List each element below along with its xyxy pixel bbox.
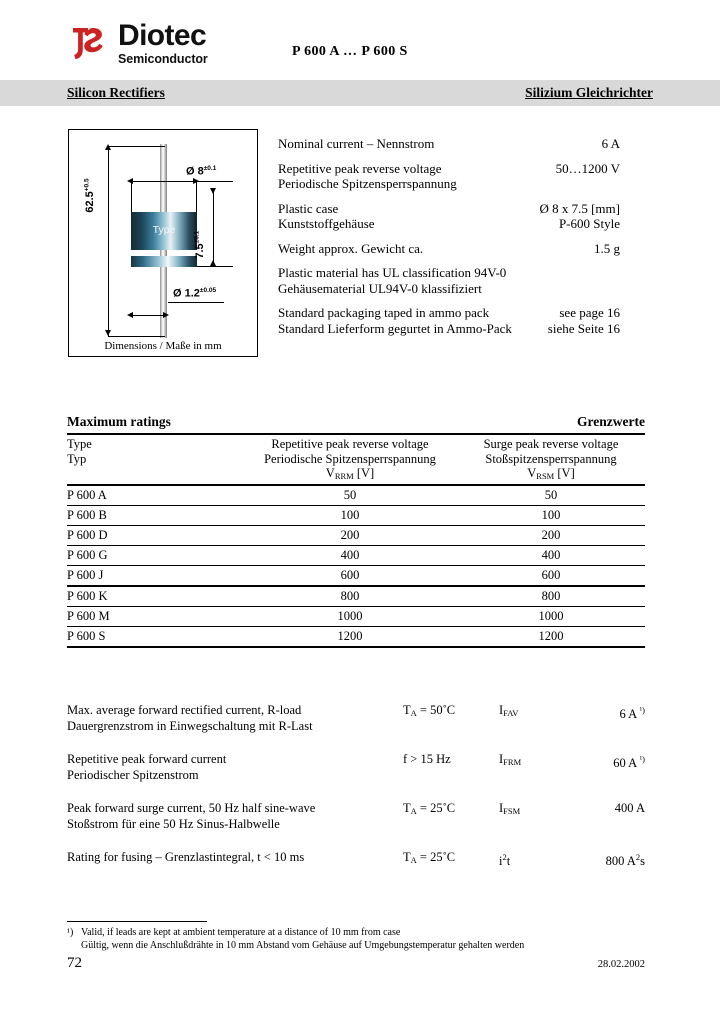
param-value: 800 $A^2s$ xyxy=(605,852,645,869)
table-header-vrrm xyxy=(243,437,457,482)
dim-diameter-label xyxy=(186,165,216,178)
spec-value: 6 A xyxy=(601,136,620,151)
param-row-repetitive-peak-current xyxy=(67,751,645,783)
table-row xyxy=(67,506,645,525)
ratings-title-row xyxy=(67,414,645,433)
param-desc-de: Stoßstrom für eine 50 Hz Sinus-Halbwelle xyxy=(67,817,280,831)
header-vrrm-en: Repetitive peak reverse voltage xyxy=(271,437,429,451)
table-header-row xyxy=(67,435,645,484)
spec-item-packaging xyxy=(278,305,620,336)
param-symbol: $I_{FSM}$ xyxy=(499,801,521,816)
lead-wire-top xyxy=(160,144,167,204)
param-row-forward-current xyxy=(67,702,645,734)
section-title-bar xyxy=(0,80,720,106)
param-row-surge-current xyxy=(67,800,645,832)
part-number-range: P 600 A … P 600 S xyxy=(292,44,408,59)
page-number: 72 xyxy=(67,955,82,971)
cell-vrsm: 1000 xyxy=(538,608,564,623)
page-header xyxy=(0,0,720,80)
spec-value: 1.5 g xyxy=(594,240,620,256)
dim-diameter-ext-right xyxy=(196,181,197,212)
cell-type: P 600 A xyxy=(67,487,107,502)
footnote-text-de: Gültig, wenn die Anschlußdrähte in 10 mm Abstand vom Gehäuse auf Umgebungstemperatur gehalten werden xyxy=(81,940,525,951)
cell-type: P 600 G xyxy=(67,547,108,562)
param-value: 60 A $^{^1)}$ xyxy=(613,754,645,771)
lead-wire-bottom xyxy=(160,276,167,338)
cell-vrrm: 1000 xyxy=(337,608,363,623)
brand-logo xyxy=(67,20,208,66)
diode-body-type-label: Type xyxy=(152,224,176,236)
spec-value-secondary: siehe Seite 16 xyxy=(547,320,620,336)
cell-type: P 600 K xyxy=(67,588,108,603)
dim-lead-label xyxy=(173,287,216,300)
dim-length-arrow-top xyxy=(105,144,111,150)
spec-item-reverse-voltage xyxy=(278,161,620,192)
dim-length-value: 62.5 xyxy=(84,191,96,213)
param-desc-en: Repetitive peak forward current xyxy=(67,752,227,766)
cell-vrsm: 50 xyxy=(544,487,558,502)
package-dimension-drawing xyxy=(68,129,258,357)
electrical-parameters-list xyxy=(67,702,645,886)
spec-item-ul-classification xyxy=(278,265,620,296)
dim-height-value: 7.5 xyxy=(194,243,206,259)
footnotes-block xyxy=(67,926,645,952)
footnote-marker: ¹) xyxy=(67,927,74,938)
table-row xyxy=(67,607,645,626)
header-vrsm-de: Stoßspitzensperrspannung xyxy=(485,451,617,466)
param-description xyxy=(67,800,403,832)
param-description xyxy=(67,751,403,783)
spec-value: Ø 8 x 7.5 [mm] xyxy=(539,200,620,216)
spec-desc-de: Gehäusematerial UL94V-0 klassifiziert xyxy=(278,280,482,296)
spec-desc-en: Plastic case xyxy=(278,200,339,216)
cell-vrrm: 800 xyxy=(340,588,360,603)
diotec-logo-icon xyxy=(67,21,113,67)
spec-desc-de: Kunststoffgehäuse xyxy=(278,216,375,231)
section-title-de: Silizium Gleichrichter xyxy=(525,85,653,100)
param-symbol: $I_{FRM}$ xyxy=(499,752,522,767)
footnote-line-de xyxy=(67,939,645,952)
cell-type: P 600 J xyxy=(67,567,104,582)
drawing-caption: Dimensions / Maße in mm xyxy=(104,340,222,352)
footnote-divider xyxy=(67,921,207,922)
cell-vrsm: 100 xyxy=(541,507,561,522)
footnote-line-en xyxy=(67,926,645,939)
cell-type: P 600 S xyxy=(67,628,106,643)
header-type-de: Typ xyxy=(67,451,87,466)
page-footer xyxy=(67,955,645,972)
dim-height-ext-bottom xyxy=(197,266,233,267)
cell-vrsm: 1200 xyxy=(538,628,564,643)
table-row xyxy=(67,486,645,505)
dim-length-line xyxy=(108,146,109,336)
dim-height-arrow-top xyxy=(210,188,216,194)
cell-vrsm: 600 xyxy=(541,567,561,582)
dim-height-tolerance: ±0.1 xyxy=(193,230,201,244)
header-vrsm-symbol: $V_{RSM}$ [V] xyxy=(527,466,575,481)
param-desc-en: Max. average forward rectified current, R-load xyxy=(67,703,302,717)
spec-value-secondary: P-600 Style xyxy=(558,216,620,231)
diode-body xyxy=(131,212,197,250)
spec-desc-en: Standard packaging taped in ammo pack xyxy=(278,305,490,320)
param-symbol: $I_{FAV}$ xyxy=(499,703,519,718)
table-header-vrsm xyxy=(457,437,645,482)
spec-desc-en: Weight approx. Gewicht ca. xyxy=(278,240,424,256)
param-condition: $T_A$ = 25˚C xyxy=(403,850,456,865)
dim-length-label xyxy=(83,178,96,212)
param-condition: $T_A$ = 25˚C xyxy=(403,801,456,816)
table-header-type xyxy=(67,437,243,482)
param-condition: $T_A$ = 50˚C xyxy=(403,703,456,718)
specification-summary-list xyxy=(278,136,620,345)
param-description xyxy=(67,702,403,734)
cell-vrrm: 50 xyxy=(343,487,357,502)
brand-tagline: Semiconductor xyxy=(118,52,208,66)
dim-lead-value: Ø 1.2 xyxy=(173,287,200,300)
cell-type: P 600 M xyxy=(67,608,110,623)
spec-desc-de: Periodische Spitzensperrspannung xyxy=(278,176,457,191)
header-type-en: Type xyxy=(67,437,92,451)
cell-vrrm: 1200 xyxy=(337,628,363,643)
dim-length-ext-top xyxy=(108,146,165,147)
diode-cathode-band xyxy=(131,256,197,267)
ratings-title-en: Maximum ratings xyxy=(67,414,171,429)
spec-item-plastic-case xyxy=(278,201,620,232)
dim-length-ext-bottom xyxy=(108,336,165,337)
table-row xyxy=(67,627,645,646)
param-footnote-marker: ¹) xyxy=(639,705,645,715)
cell-vrsm: 800 xyxy=(541,588,561,603)
spec-item-weight xyxy=(278,241,620,257)
param-desc-de: Dauergrenzstrom in Einwegschaltung mit R-Last xyxy=(67,719,313,733)
table-row xyxy=(67,587,645,606)
dim-height-label xyxy=(193,231,206,259)
table-row xyxy=(67,546,645,565)
spec-desc-en: Repetitive peak reverse voltage xyxy=(278,160,442,176)
dim-diameter-ext-left xyxy=(131,181,132,212)
cell-vrrm: 200 xyxy=(340,527,360,542)
brand-text xyxy=(118,20,208,66)
dim-lead-leader xyxy=(168,302,224,303)
spec-value: 50…1200 V xyxy=(555,160,620,176)
param-desc-de: Periodischer Spitzenstrom xyxy=(67,768,199,782)
spec-item-nominal-current xyxy=(278,136,620,152)
param-description xyxy=(67,849,403,865)
spec-desc-en: Plastic material has UL classification 94V-0 xyxy=(278,265,507,280)
header-vrsm-en: Surge peak reverse voltage xyxy=(483,437,619,451)
cell-vrrm: 400 xyxy=(340,547,360,562)
header-vrrm-symbol: $V_{RRM}$ [V] xyxy=(325,466,375,481)
dim-height-line xyxy=(213,188,214,266)
brand-name: Diotec xyxy=(118,19,207,52)
param-value: 400 A xyxy=(614,801,645,815)
dim-lead-arrow-right xyxy=(163,312,169,318)
header-vrrm-de: Periodische Spitzensperrspannung xyxy=(264,451,436,466)
cell-type: P 600 B xyxy=(67,507,107,522)
spec-desc-de: Standard Lieferform gegurtet in Ammo-Pack xyxy=(278,320,512,336)
spec-desc-en: Nominal current – Nennstrom xyxy=(278,136,435,151)
cell-vrrm: 100 xyxy=(340,507,360,522)
cell-vrrm: 600 xyxy=(340,567,360,582)
dim-diameter-tolerance: ±0.1 xyxy=(203,165,217,172)
dim-diameter-arrow-left xyxy=(127,178,133,184)
table-row xyxy=(67,566,645,585)
spec-value: see page 16 xyxy=(559,305,620,320)
param-desc-en: Peak forward surge current, 50 Hz half sine-wave xyxy=(67,801,316,815)
cell-type: P 600 D xyxy=(67,527,108,542)
dim-lead-arrow-left xyxy=(127,312,133,318)
dim-diameter-line xyxy=(131,181,197,182)
dim-lead-tolerance: ±0.05 xyxy=(199,287,217,294)
table-rule-bottom xyxy=(67,646,645,648)
param-symbol: $i^2t$ xyxy=(499,852,511,869)
ratings-title-de: Grenzwerte xyxy=(577,414,645,429)
revision-date: 28.02.2002 xyxy=(597,959,645,970)
footnote-marker-spacer xyxy=(67,939,81,952)
cell-vrsm: 200 xyxy=(541,527,561,542)
dim-length-tolerance: +0.5 xyxy=(83,178,91,192)
dim-diameter-value: Ø 8 xyxy=(186,165,204,178)
param-desc-en: Rating for fusing – Grenzlastintegral, t < 10 ms xyxy=(67,850,305,864)
param-row-fusing-rating xyxy=(67,849,645,869)
dim-lead-line xyxy=(131,315,167,316)
cell-vrsm: 400 xyxy=(541,547,561,562)
section-title-en: Silicon Rectifiers xyxy=(67,85,165,100)
param-footnote-marker: ¹) xyxy=(639,754,645,764)
param-value: 6 A $^{^1)}$ xyxy=(619,705,645,722)
footnote-text-en: Valid, if leads are kept at ambient temperature at a distance of 10 mm from case xyxy=(81,927,401,938)
param-condition: f > 15 Hz xyxy=(403,752,451,766)
table-row xyxy=(67,526,645,545)
dim-diameter-leader xyxy=(197,181,233,182)
maximum-ratings-table xyxy=(67,414,645,648)
